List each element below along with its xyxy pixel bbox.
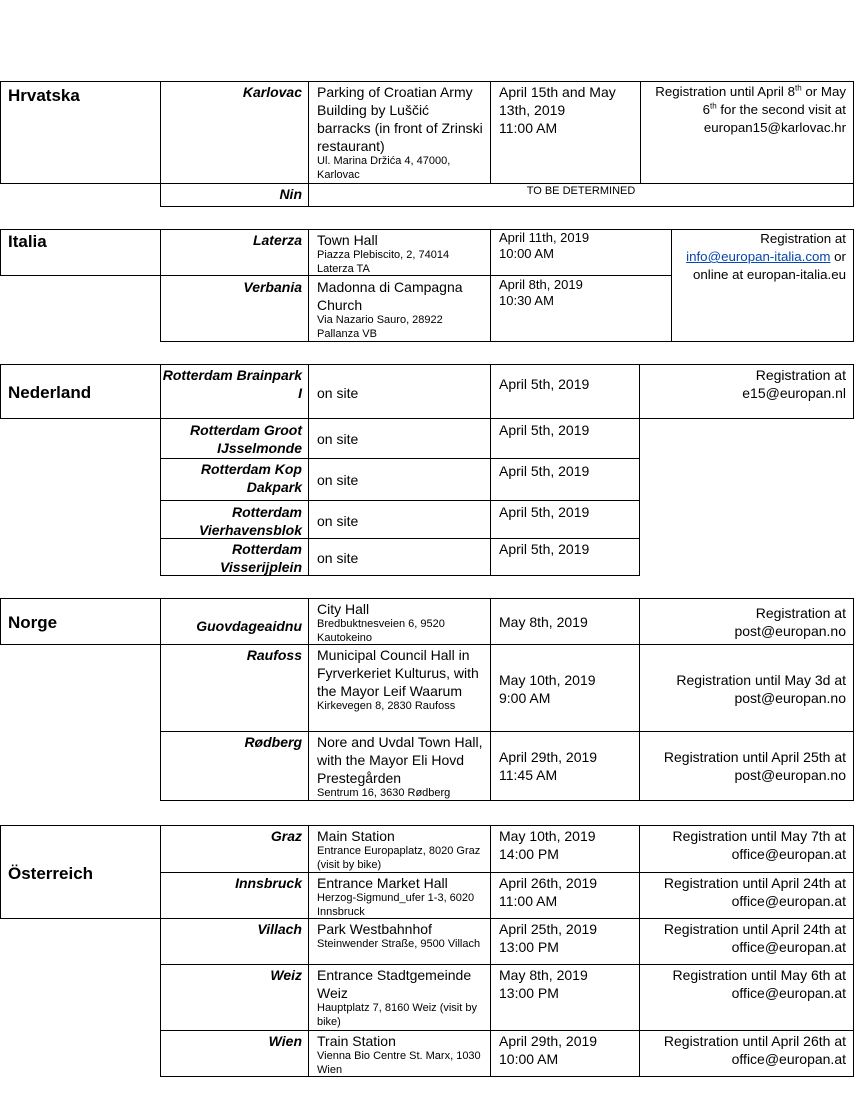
meeting-location [317, 231, 485, 276]
site-name: Rotterdam Kop Dakpark [200, 461, 302, 495]
rule [0, 598, 854, 599]
location-name: on site [317, 472, 359, 488]
location-name: Park Westbahnhof [317, 921, 432, 937]
country-name: Österreich [8, 864, 94, 883]
rule [160, 872, 854, 873]
reg-text: Registration at [760, 231, 846, 246]
country-name: Norge [8, 613, 58, 632]
site-name: Wien [268, 1033, 302, 1049]
meeting-location [317, 600, 485, 645]
date-text: May 8th, 2019 [499, 614, 588, 630]
location-address: Piazza Plebiscito, 2, 74014 Laterza TA [317, 249, 450, 275]
rule [308, 229, 309, 342]
country-name: Hrvatska [8, 86, 80, 105]
rule [639, 598, 640, 801]
visit-date [499, 920, 597, 956]
location-name: on site [317, 385, 359, 401]
registration-info: Registration until April 26th at office@europan.at [663, 1033, 846, 1067]
date-text: May 10th, 2019 [499, 672, 596, 688]
registration-info: Registration until April 25th at post@europan.no [663, 749, 846, 783]
time-text: 9:00 AM [499, 690, 551, 706]
country-name: Italia [8, 232, 47, 251]
rule [0, 81, 1, 184]
registration-info: Registration until April 24th at office@europan.at [663, 875, 846, 909]
rule [0, 598, 1, 645]
rule [160, 1030, 854, 1031]
site-name: Raufoss [246, 647, 302, 663]
visit-date [499, 1032, 597, 1068]
visit-date: April 5th, 2019 [499, 463, 590, 479]
rule [639, 825, 640, 1077]
site-name: Rotterdam Groot IJsselmonde [190, 422, 302, 456]
site-name: Guovdageaidnu [196, 618, 302, 634]
time-text: 14:00 PM [499, 846, 559, 862]
time-text: 10:30 AM [499, 293, 554, 308]
date-text: April 25th, 2019 [499, 921, 598, 937]
visit-date [499, 874, 597, 910]
location-name: Entrance Stadtgemeinde Weiz [317, 967, 472, 1001]
visit-date: April 5th, 2019 [499, 376, 590, 392]
rule [0, 364, 1, 419]
visit-date [499, 613, 588, 631]
location-name: Parking of Croatian Army Building by Luščić barracks (in front of Zrinski restaurant) [317, 84, 483, 154]
rule [639, 364, 640, 576]
location-address: Vienna Bio Centre St. Marx, 1030 Wien [317, 1050, 481, 1076]
visit-date [499, 83, 634, 137]
reg-text: or online at europan-italia.eu [692, 249, 846, 282]
registration-info: Registration until May 6th at office@europan.at [672, 967, 846, 1001]
rule [160, 1076, 854, 1077]
visit-date: April 5th, 2019 [499, 422, 590, 438]
site-name: Rotterdam Brainpark I [162, 367, 302, 401]
rule [160, 500, 640, 501]
time-text: 10:00 AM [499, 1051, 559, 1067]
rule [160, 731, 854, 732]
visit-date [499, 827, 596, 863]
rule [308, 825, 309, 1077]
location-name: Nore and Uvdal Town Hall, with the Mayor Eli Hovd Prestegården [317, 734, 483, 786]
rule [0, 418, 854, 419]
time-text: 13:00 PM [499, 939, 559, 955]
location-address: Kirkevegen 8, 2830 Raufoss [317, 700, 456, 712]
site-name: Rotterdam Visserijplein [220, 541, 302, 575]
visit-date [499, 671, 596, 707]
rule [0, 364, 854, 365]
date-text: April 8th, 2019 [499, 277, 583, 292]
location-name: City Hall [317, 601, 370, 617]
registration-info: Registration until May 7th at office@europan.at [672, 828, 846, 862]
location-name: Town Hall [317, 232, 378, 248]
location-address: Via Nazario Sauro, 28922 Pallanza VB [317, 314, 443, 340]
date-text: April 29th, 2019 [499, 749, 598, 765]
visit-date: April 5th, 2019 [499, 504, 590, 520]
site-name: Laterza [252, 232, 302, 248]
rule [160, 341, 854, 342]
visit-date [499, 230, 669, 262]
location-address: Hauptplatz 7, 8160 Weiz (visit by bike) [317, 1002, 477, 1028]
rule [490, 825, 491, 1077]
email-link[interactable]: info@europan-italia.com [686, 249, 831, 264]
visit-date [499, 748, 597, 784]
rule [640, 81, 641, 184]
site-name: Rødberg [244, 734, 302, 750]
meeting-location [317, 874, 485, 919]
reg-superscript: th [794, 83, 802, 93]
location-name: Municipal Council Hall in Fyrverkeriet Kulturus, with the Mayor Leif Waarum [317, 647, 479, 699]
rule [160, 364, 161, 576]
rule [160, 800, 854, 801]
site-name: Villach [257, 921, 302, 937]
location-address: Steinwender Straße, 9500 Villach [317, 938, 481, 950]
date-text: April 15th and May 13th, 2019 [499, 84, 616, 118]
site-name: Innsbruck [235, 875, 302, 891]
rule [160, 206, 854, 207]
site-name: Verbania [243, 279, 302, 295]
meeting-location [317, 1032, 485, 1077]
registration-info: Registration until April 24th at office@europan.at [663, 921, 846, 955]
time-text: 11:00 AM [499, 120, 558, 136]
date-text: April 26th, 2019 [499, 875, 598, 891]
location-address: Ul. Marina Držića 4, 47000, Karlovac [317, 155, 451, 181]
rule [160, 229, 161, 342]
rule [490, 229, 491, 342]
rule [0, 81, 854, 82]
location-name: Madonna di Campagna Church [317, 279, 463, 313]
registration-info: Registration at e15@europan.nl [742, 367, 846, 401]
location-name: on site [317, 550, 359, 566]
meeting-location [317, 920, 485, 952]
rule [0, 183, 854, 184]
time-text: 11:00 AM [499, 893, 558, 909]
rule [160, 825, 161, 1077]
meeting-location [317, 83, 485, 182]
rule [308, 598, 309, 801]
visit-date [499, 277, 669, 309]
rule [308, 364, 309, 576]
rule [490, 364, 491, 576]
rule [0, 825, 1, 919]
rule [490, 598, 491, 801]
meeting-location [317, 827, 485, 872]
reg-text: or May 6 [702, 84, 846, 117]
location-name: on site [317, 513, 359, 529]
location-address: Herzog-Sigmund_ufer 1-3, 6020 Innsbruck [317, 892, 475, 918]
site-name: Karlovac [242, 84, 302, 100]
location-name: Entrance Market Hall [317, 875, 448, 891]
registration-info [676, 230, 846, 284]
rule [160, 598, 161, 801]
site-name: Weiz [270, 967, 302, 983]
site-name: Nin [279, 186, 302, 202]
location-name: on site [317, 431, 359, 447]
rule [160, 458, 640, 459]
meeting-location [317, 646, 489, 714]
visit-date: April 5th, 2019 [499, 541, 590, 557]
location-name: Main Station [317, 828, 395, 844]
date-text: April 29th, 2019 [499, 1033, 598, 1049]
visit-date [499, 966, 588, 1002]
location-name: Train Station [317, 1033, 396, 1049]
reg-superscript: th [709, 101, 717, 111]
rule [0, 229, 1, 276]
time-text: 10:00 AM [499, 246, 554, 261]
date-text: May 10th, 2019 [499, 828, 596, 844]
time-text: 13:00 PM [499, 985, 559, 1001]
rule [160, 81, 161, 207]
date-text: April 11th, 2019 [499, 230, 590, 245]
rule [671, 229, 672, 342]
registration-info: Registration at post@europan.no [734, 605, 846, 639]
reg-text: Registration until April 8 [655, 84, 795, 99]
site-name: Graz [270, 828, 302, 844]
country-name: Nederland [8, 383, 92, 402]
meeting-location [317, 733, 485, 801]
meeting-location [317, 966, 485, 1029]
location-address: Bredbuktnesveien 6, 9520 Kautokeino [317, 618, 445, 644]
meeting-location [317, 278, 485, 341]
registration-info: Registration until May 3d at post@europan.no [676, 672, 846, 706]
location-address: Sentrum 16, 3630 Rødberg [317, 787, 451, 799]
date-text: May 8th, 2019 [499, 967, 588, 983]
rule [0, 825, 854, 826]
site-name: Rotterdam Vierhavensblok [199, 504, 302, 538]
to-be-determined-note: TO BE DETERMINED [526, 185, 636, 197]
rule [490, 81, 491, 184]
time-text: 11:45 AM [499, 767, 558, 783]
registration-info [644, 83, 846, 137]
rule [160, 964, 854, 965]
reg-text: for the second visit at europan15@karlovac.hr [703, 102, 846, 135]
location-address: Entrance Europaplatz, 8020 Graz (visit by bike) [317, 845, 481, 871]
